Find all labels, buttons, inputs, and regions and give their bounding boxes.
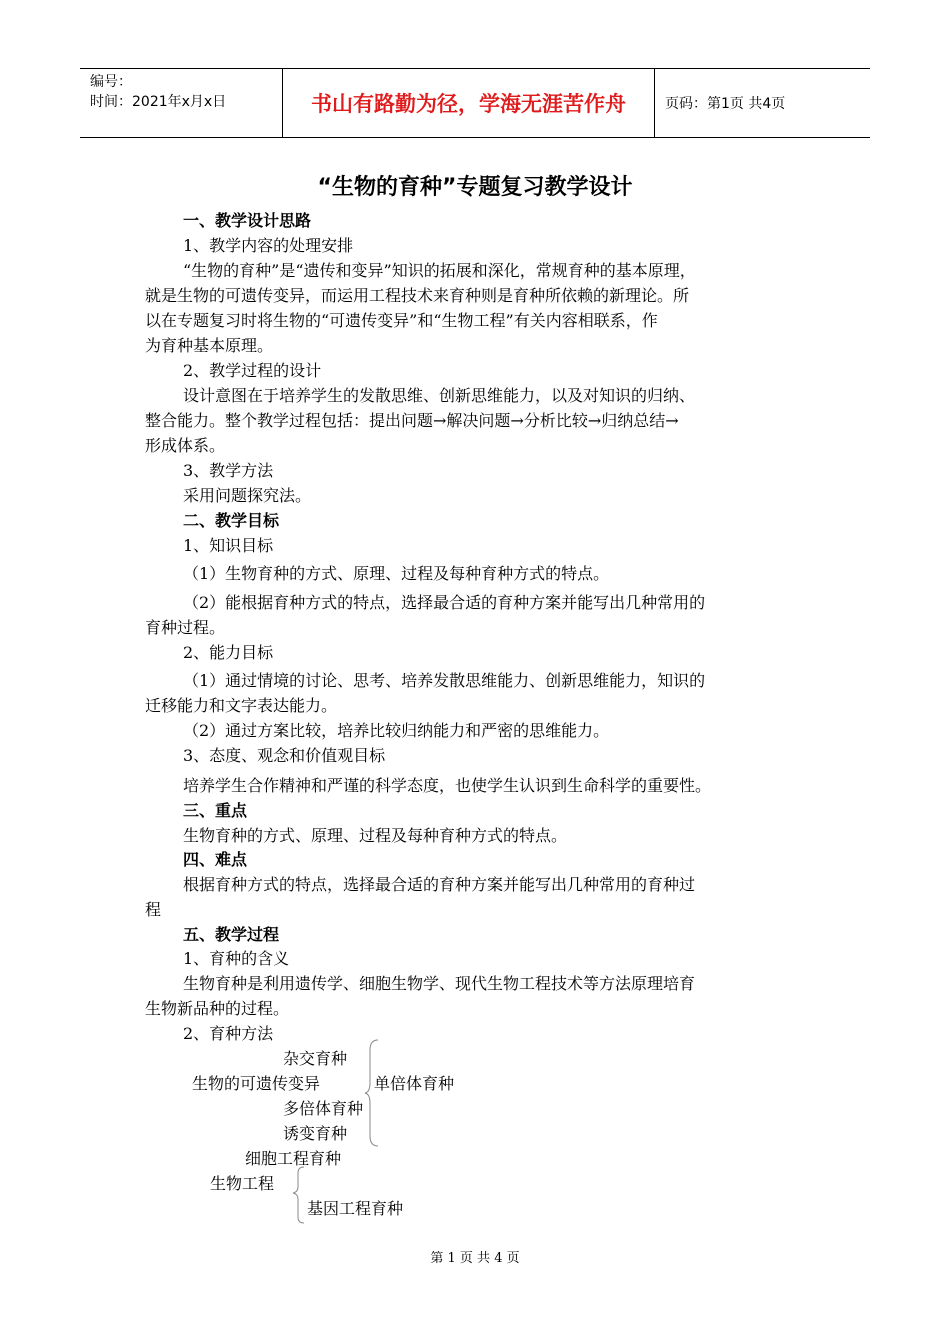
document-title: “生物的育种”专题复习教学设计 [317, 175, 633, 200]
paragraph-line: 生物育种的方式、原理、过程及每种育种方式的特点。 [183, 826, 568, 845]
paragraph-line: 程 [145, 900, 162, 919]
paragraph-line: （1）通过情境的讨论、思考、培养发散思维能力、创新思维能力，知识的 [183, 671, 706, 690]
diagram-haploid: 单倍体育种 [374, 1074, 455, 1093]
subsection-heading: 2、教学过程的设计 [183, 361, 322, 380]
header-table [80, 68, 870, 138]
page-footer: 第 1 页 共 4 页 [430, 1251, 520, 1266]
diagram-hybrid: 杂交育种 [283, 1049, 348, 1068]
subsection-heading: 1、育种的含义 [183, 949, 290, 968]
motto: 书山有路勤为径，学海无涯苦作舟 [283, 69, 655, 137]
paragraph-line: “生物的育种”是“遗传和变异”知识的拓展和深化，常规育种的基本原理， [183, 261, 696, 280]
header-left-cell [80, 69, 283, 137]
section-heading: 二、教学目标 [183, 511, 280, 530]
section-heading: 三、重点 [183, 801, 248, 820]
paragraph-line: 整合能力。整个教学过程包括：提出问题→解决问题→分析比较→归纳总结→ [145, 411, 679, 430]
diagram-heritable-variation: 生物的可遗传变异 [192, 1074, 321, 1093]
paragraph-line: （1）生物育种的方式、原理、过程及每种育种方式的特点。 [183, 564, 610, 583]
subsection-heading: 1、教学内容的处理安排 [183, 236, 354, 255]
subsection-heading: 3、态度、观念和价值观目标 [183, 746, 386, 765]
brace-bioengineering [292, 1165, 306, 1225]
paragraph-line: 育种过程。 [145, 618, 226, 637]
paragraph-line: 设计意图在于培养学生的发散思维、创新思维能力，以及对知识的归纳、 [183, 386, 696, 405]
paragraph-line: 根据育种方式的特点，选择最合适的育种方案并能写出几种常用的育种过 [183, 875, 696, 894]
section-heading: 一、教学设计思路 [183, 211, 312, 230]
brace-variation [364, 1038, 380, 1148]
paragraph-line: 采用问题探究法。 [183, 486, 312, 505]
diagram-polyploid: 多倍体育种 [283, 1099, 364, 1118]
page-info: 页码：第1页 共4页 [665, 96, 786, 112]
paragraph-line: 生物新品种的过程。 [145, 999, 290, 1018]
number-label: 编号： [90, 74, 132, 90]
section-heading: 五、教学过程 [183, 925, 280, 944]
diagram-mutation: 诱变育种 [283, 1124, 348, 1143]
subsection-heading: 2、育种方法 [183, 1024, 274, 1043]
diagram-gene-engineering: 基因工程育种 [307, 1199, 404, 1218]
time-label: 时间：2021年x月x日 [90, 94, 227, 110]
paragraph-line: 迁移能力和文字表达能力。 [145, 696, 338, 715]
paragraph-line: 为育种基本原理。 [145, 336, 274, 355]
paragraph-line: 培养学生合作精神和严谨的科学态度，也使学生认识到生命科学的重要性。 [183, 776, 712, 795]
subsection-heading: 2、能力目标 [183, 643, 274, 662]
paragraph-line: 以在专题复习时将生物的“可遗传变异”和“生物工程”有关内容相联系，作 [145, 311, 658, 330]
paragraph-line: （2）能根据育种方式的特点，选择最合适的育种方案并能写出几种常用的 [183, 593, 706, 612]
subsection-heading: 1、知识目标 [183, 536, 274, 555]
section-heading: 四、难点 [183, 850, 248, 869]
paragraph-line: （2）通过方案比较，培养比较归纳能力和严密的思维能力。 [183, 721, 610, 740]
diagram-bioengineering: 生物工程 [210, 1174, 275, 1193]
paragraph-line: 形成体系。 [145, 436, 226, 455]
diagram-cell-engineering: 细胞工程育种 [245, 1149, 342, 1168]
subsection-heading: 3、教学方法 [183, 461, 274, 480]
paragraph-line: 就是生物的可遗传变异，而运用工程技术来育种则是育种所依赖的新理论。所 [145, 286, 690, 305]
paragraph-line: 生物育种是利用遗传学、细胞生物学、现代生物工程技术等方法原理培育 [183, 974, 696, 993]
